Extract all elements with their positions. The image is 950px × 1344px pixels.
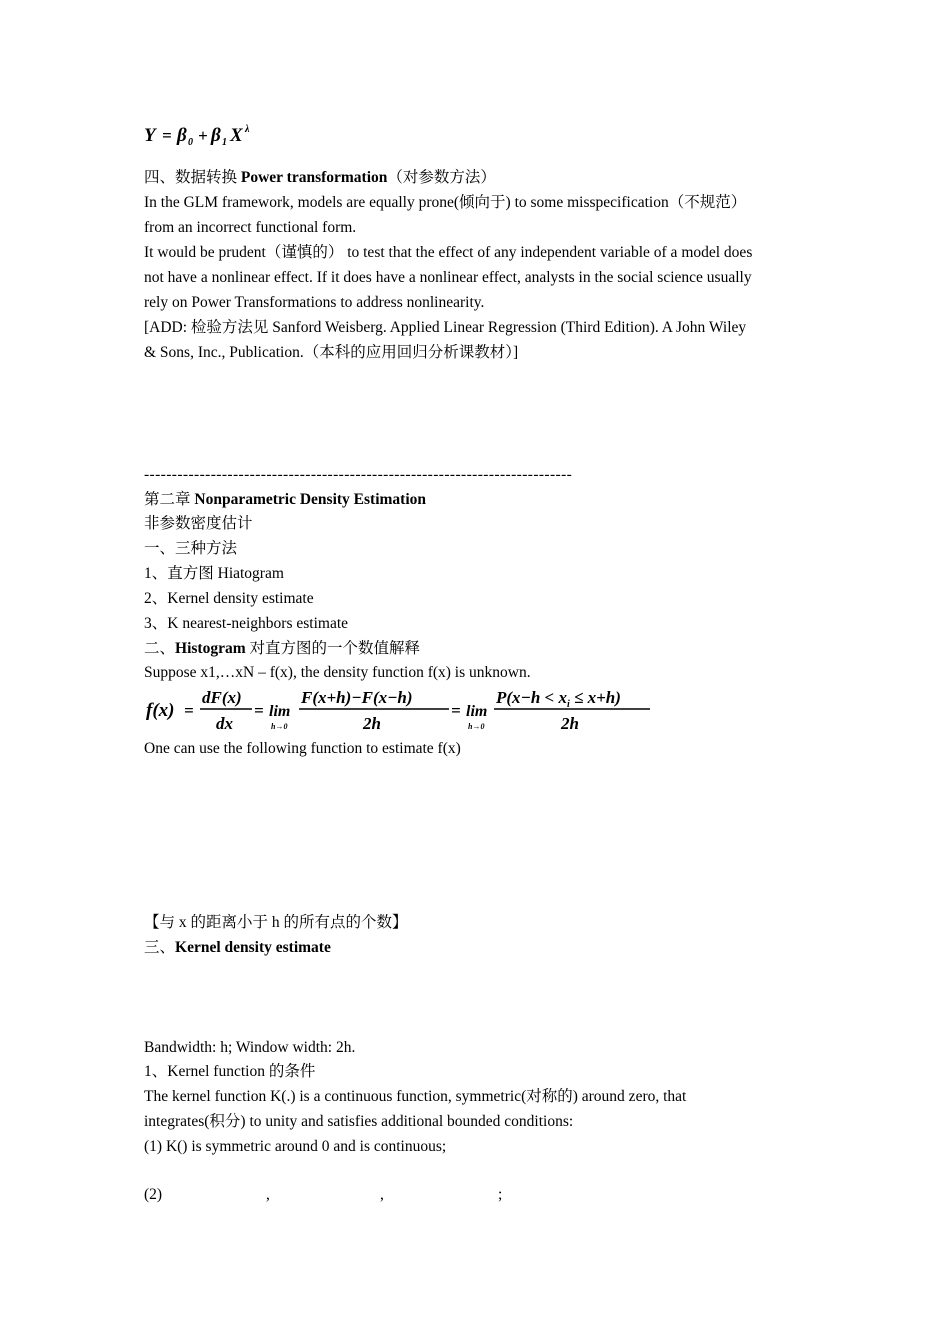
density-derivative-formula [144, 684, 654, 741]
svg-text:2h: 2h [363, 714, 381, 733]
paragraph-line: One can use the following function to estimate f(x) [144, 740, 461, 757]
paragraph-line: from an incorrect functional form. [144, 219, 357, 236]
methods-heading: 一、三种方法 [144, 540, 238, 557]
svg-text:f(x): f(x) [146, 700, 175, 721]
svg-text:Y: Y [144, 125, 156, 146]
svg-text:β: β [211, 125, 221, 146]
method-item: 1、直方图 Hiatogram [144, 565, 284, 582]
paragraph-line: The kernel function K(.) is a continuous function, symmetric(对称的) around zero, that [144, 1088, 687, 1105]
svg-text:=: = [254, 701, 264, 720]
condition-2-label: (2) [144, 1186, 163, 1203]
power-model-formula [144, 121, 274, 152]
svg-text:2h: 2h [561, 714, 579, 733]
svg-text:λ: λ [245, 124, 250, 135]
condition-1: (1) K() is symmetric around 0 and is continuous; [144, 1138, 447, 1155]
svg-text:h→0: h→0 [468, 722, 485, 731]
svg-text:F(x+h)−F(x−h): F(x+h)−F(x−h) [301, 688, 413, 707]
paragraph-line: In the GLM framework, models are equally prone(倾向于) to some misspecification（不规范） [144, 194, 747, 211]
paragraph-line: It would be prudent（谨慎的） to test that the effect of any independent variable of a model does [144, 244, 753, 261]
chapter-subtitle: 非参数密度估计 [144, 515, 253, 532]
svg-text:P(x−h < xi ≤ x+h): $P(x-h < x_i \le x+h)$ [496, 688, 621, 710]
svg-text:lim: lim [466, 703, 488, 720]
paragraph-line: Suppose x1,…xN – f(x), the density function f(x) is unknown. [144, 664, 531, 681]
method-item: 2、Kernel density estimate [144, 590, 314, 607]
chapter-title: 第二章 Nonparametric Density Estimation [144, 491, 427, 508]
svg-text:dx: dx [216, 714, 233, 733]
paragraph-line: not have a nonlinear effect. If it does have a nonlinear effect, analysts in the social science usually [144, 269, 752, 286]
svg-text:β: β [177, 125, 187, 146]
method-item: 3、K nearest-neighbors estimate [144, 615, 349, 632]
kde-heading: 三、Kernel density estimate [144, 939, 331, 956]
paragraph-line: rely on Power Transformations to address nonlinearity. [144, 294, 485, 311]
svg-text:=: = [184, 701, 194, 720]
condition-2-punct: , [266, 1186, 270, 1203]
bracket-note: 【与 x 的距离小于 h 的所有点的个数】 [144, 914, 408, 931]
section4-heading: 四、数据转换 Power transformation（对参数方法） [144, 169, 496, 186]
svg-text:h→0: h→0 [271, 722, 288, 731]
bandwidth-line: Bandwidth: h; Window width: 2h. [144, 1039, 356, 1056]
svg-text:=: = [162, 126, 172, 145]
histogram-heading: 二、Histogram 对直方图的一个数值解释 [144, 640, 421, 657]
kernel-function-heading: 1、Kernel function 的条件 [144, 1063, 316, 1080]
condition-2-punct: , [380, 1186, 384, 1203]
svg-text:+: + [198, 126, 208, 145]
svg-text:X: X [230, 125, 243, 146]
svg-text:=: = [451, 701, 461, 720]
paragraph-line: integrates(积分) to unity and satisfies additional bounded conditions: [144, 1113, 574, 1130]
section-divider: ----------------------------------------------------------------------------- [144, 466, 573, 483]
reference-line: & Sons, Inc., Publication.（本科的应用回归分析课教材）] [144, 344, 519, 361]
reference-line: [ADD: 检验方法见 Sanford Weisberg. Applied Linear Regression (Third Edition). A John Wiley [144, 319, 747, 336]
svg-text:1: 1 [222, 137, 227, 147]
svg-text:lim: lim [269, 703, 291, 720]
svg-text:0: 0 [188, 137, 193, 147]
condition-2-punct: ; [498, 1186, 503, 1203]
svg-text:dF(x): dF(x) [202, 688, 242, 707]
